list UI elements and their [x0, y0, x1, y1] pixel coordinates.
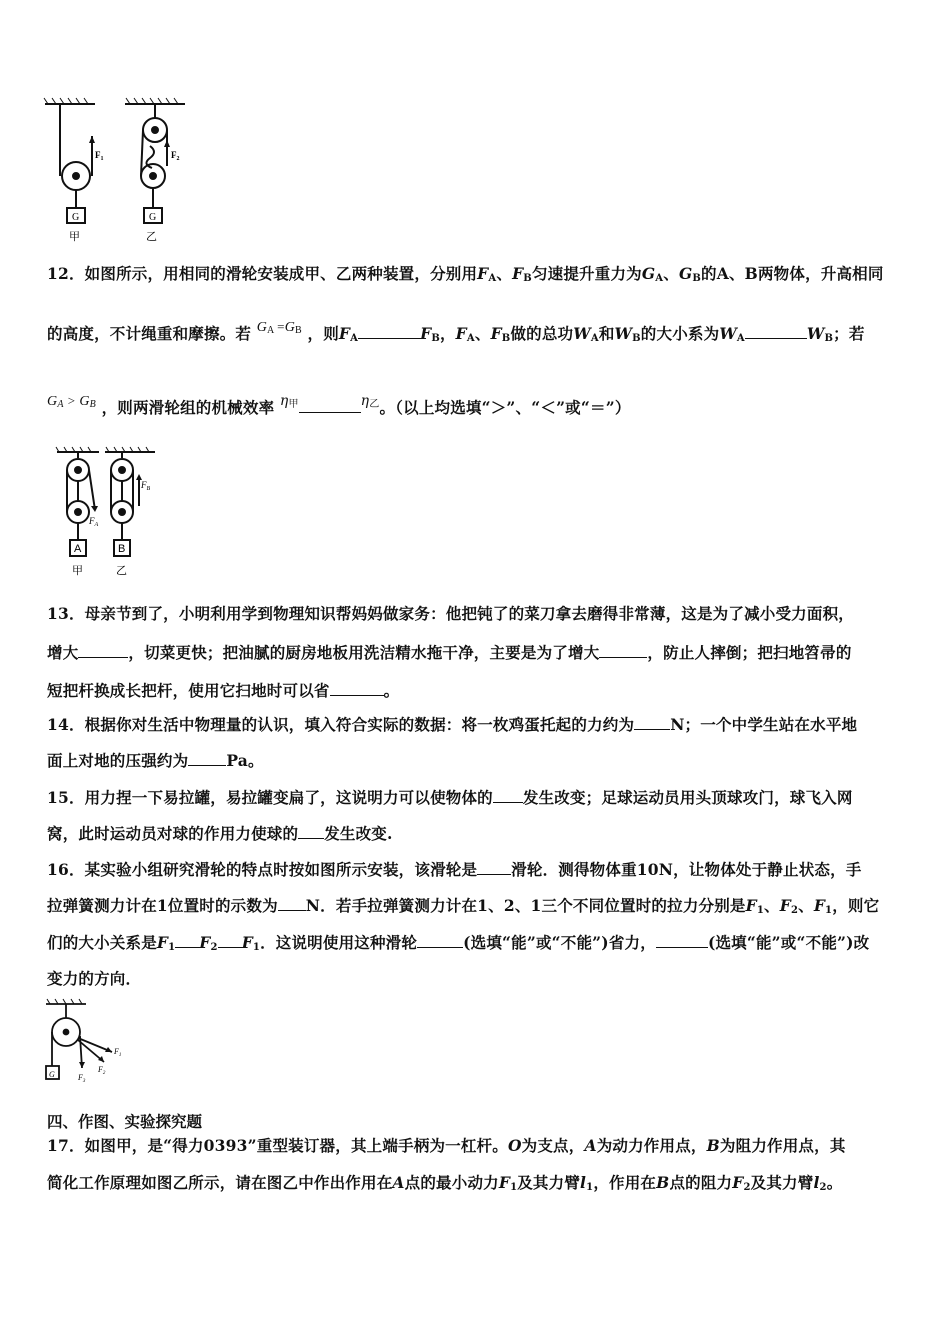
fig1-g-label-right: G — [149, 212, 157, 223]
fig3-f2-label: $F_2$ — [98, 1065, 106, 1076]
fig3-g-label: G — [49, 1070, 55, 1079]
fig1-label-jia: 甲 — [69, 230, 80, 243]
fig2-a-label: A — [74, 543, 82, 555]
q16-blank-2[interactable] — [278, 896, 306, 911]
fig1-f2-label: $F_2$ — [171, 150, 180, 162]
q12-blank-2[interactable] — [745, 324, 807, 339]
fig2-b-label: B — [118, 543, 126, 555]
q16-blank-1[interactable] — [477, 860, 511, 875]
q17-line1: 17．如图甲，是“得力0393”重型装订器，其上端手柄为一杠杆。O为支点，A为动力作用点，B为阻力作用点，其 — [47, 1136, 846, 1155]
q13-blank-2[interactable] — [599, 643, 647, 658]
q16-blank-3[interactable] — [175, 933, 199, 948]
q17-line2: 简化工作原理如图乙所示，请在图乙中作出作用在A点的最小动力$F_1$及其力臂$l_1$，作用在B点的阻力$F_2$及其力臂$l_2$。 — [47, 1173, 843, 1193]
q14-line2: 面上对地的压强约为 Pa。 — [47, 751, 264, 770]
q14-line1: 14．根据你对生活中物理量的认识，填入符合实际的数据：将一枚鸡蛋托起的力约为 N；一个中学生站在水平地 — [47, 715, 858, 734]
q14-blank-1[interactable] — [634, 715, 670, 730]
figure-pulleys-1 — [40, 96, 200, 246]
fig3-f3-label: $F_3$ — [78, 1073, 86, 1084]
fig3-f1-label: $F_1$ — [114, 1047, 122, 1058]
q16-line4: 变力的方向． — [47, 969, 142, 988]
figure-fixed-pulley — [44, 998, 134, 1088]
q12-blank-1[interactable] — [358, 324, 420, 339]
q12-eta-yi: $\eta_乙$ — [360, 393, 380, 410]
q13-line3: 短把杆换成长把杆，使用它扫地时可以省 。 — [47, 681, 400, 700]
q14-blank-2[interactable] — [188, 751, 226, 766]
q13-blank-1[interactable] — [78, 643, 128, 658]
q16-blank-5[interactable] — [417, 933, 463, 948]
q12-line2: 的高度，不计绳重和摩擦。若 $^{GA =GB}$ ，则$F_A$ $F_B$，$F_A$、$F_B$做的总功$W_A$和$W_B$的大小系为$W_A$ $W_B$；若 — [47, 319, 865, 344]
q16-blank-6[interactable] — [656, 933, 708, 948]
q16-line1: 16．某实验小组研究滑轮的特点时按如图所示安装，该滑轮是 滑轮．测得物体重10N，让物体处于静止状态，手 — [47, 860, 862, 879]
figure-pulleys-2 — [55, 446, 175, 581]
q12-line3: $G_A > G_B$ ，则两滑轮组的机械效率 $\eta_甲$ $\eta_乙$。（以上均选填“＞”、“＜”或“＝”） — [47, 393, 631, 417]
q13-line1: 13．母亲节到了，小明利用学到物理知识帮妈妈做家务：他把钝了的菜刀拿去磨得非常薄，这是为了减小受力面积， — [47, 604, 854, 623]
fig2-label-jia: 甲 — [72, 564, 83, 577]
fig2-fb-label: $F_B$ — [141, 480, 151, 492]
q15-blank-2[interactable] — [298, 824, 324, 839]
q16-blank-4[interactable] — [218, 933, 242, 948]
fig2-fa-label: $F_A$ — [89, 516, 99, 528]
q16-line2: 拉弹簧测力计在1位置时的示数为 N．若手拉弹簧测力计在1、2、1三个不同位置时的拉力分别是$F_1$、$F_2$、$F_1$，则它 — [47, 896, 880, 916]
fig2-label-yi: 乙 — [116, 564, 127, 577]
q15-line1: 15．用力捏一下易拉罐，易拉罐变扁了，这说明力可以使物体的 发生改变；足球运动员用头顶球攻门，球飞入网 — [47, 788, 853, 807]
q15-line2: 窝，此时运动员对球的作用力使球的 发生改变. — [47, 824, 393, 843]
fig1-label-yi: 乙 — [146, 230, 157, 243]
fig1-f1-label: $F_1$ — [95, 150, 104, 162]
q12-condition-gt: $G_A > G_B$ — [47, 393, 96, 410]
q13-blank-3[interactable] — [330, 681, 384, 696]
q12-line1: 12．如图所示，用相同的滑轮安装成甲、乙两种装置，分别用$F_A$、$F_B$匀速提升重力为$G_A$、$G_B$的A、B两物体，升高相同 — [47, 264, 884, 284]
section-heading: 四、作图、实验探究题 — [47, 1112, 203, 1131]
fig1-g-label-left: G — [72, 212, 80, 223]
q12-blank-3[interactable] — [299, 398, 361, 413]
q15-blank-1[interactable] — [493, 788, 523, 803]
q12-eta-jia: $\eta_甲$ — [279, 393, 299, 410]
q13-line2: 增大 ，切菜更快；把油腻的厨房地板用洗洁精水拖干净，主要是为了增大 ，防止人摔倒；把扫地笤帚的 — [47, 643, 852, 662]
q12-condition-eq: GA =GB — [256, 319, 302, 336]
q16-line3: 们的大小关系是$F_1$ $F_2$ $F_1$．这说明使用这种滑轮 (选填“能”或“不能”)省力， (选填“能”或“不能”)改 — [47, 933, 870, 953]
